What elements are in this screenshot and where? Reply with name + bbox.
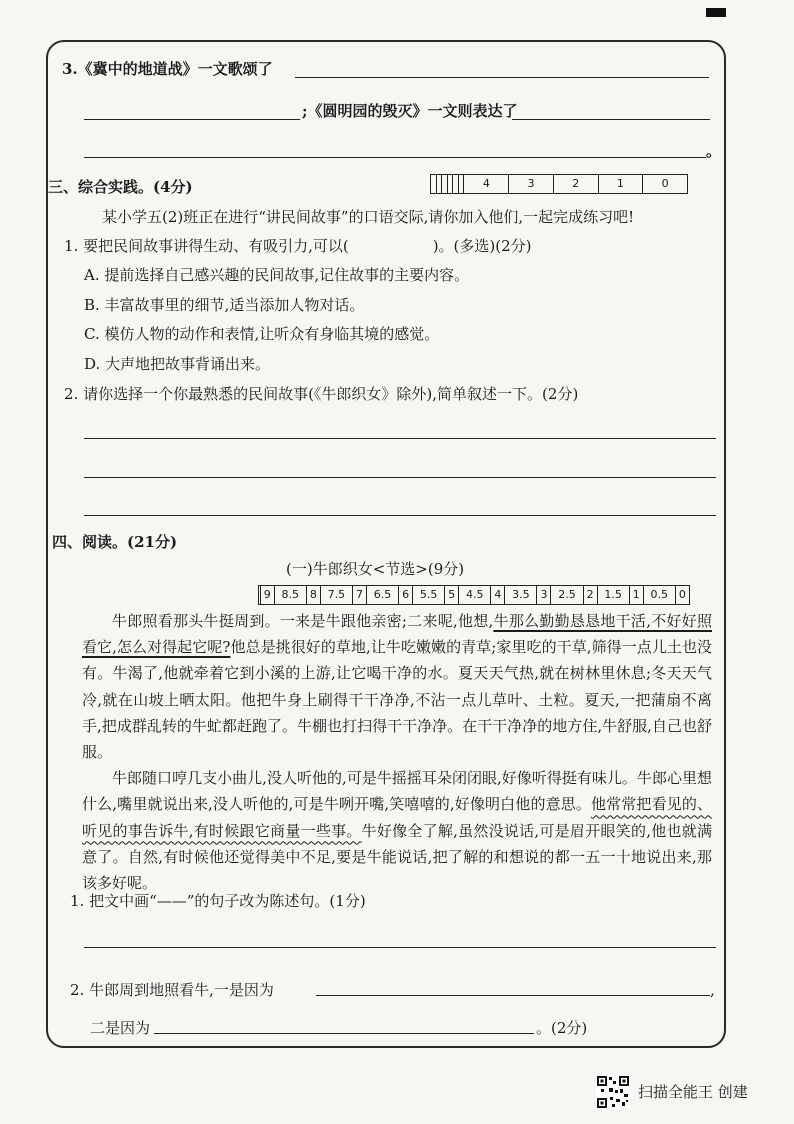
score-cell: 0: [675, 586, 689, 605]
score-cell: 0: [643, 175, 688, 194]
question-1: [64, 235, 532, 257]
reading-title: (一)牛郎织女<节选>(9分): [286, 560, 465, 578]
reading-question-2b: 二是因为: [90, 1019, 151, 1037]
score-cell: 6.5: [366, 586, 398, 605]
scanner-watermark: 扫描全能王 创建: [638, 1083, 748, 1101]
option-a: A. 提前选择自己感兴趣的民间故事,记住故事的主要内容。: [84, 266, 470, 284]
comma: ,: [710, 981, 715, 999]
text: 他总是挑很好的草地,让牛吃嫩嫩的青草;家里吃的干草,筛得一点儿土也没有。牛渴了,他就牵着它到小溪的上游,让它喝干净的水。夏天天气热,就在树林里休息;冬天天气冷,就在山坡上晒太阳。他把牛身上刷得干干净净,不沾一点儿草叶、土粒。夏天,一把蒲扇不离手,把成群乱转的牛虻都赶跑了。牛棚也打扫得干干净净。在干干净净的地方住,牛舒服,自己也舒服。: [82, 638, 713, 762]
reading-passage: [82, 608, 712, 896]
option-b: B. 丰富故事里的细节,适当添加人物对话。: [84, 296, 365, 314]
question-2: 2. 请你选择一个你最熟悉的民间故事(《牛郎织女》除外),简单叙述一下。(2分): [64, 385, 579, 403]
score-table: [430, 174, 688, 194]
corner-mark: [706, 8, 726, 17]
score-cell: 5.5: [413, 586, 445, 605]
score-cell: 3: [537, 586, 551, 605]
score-cell: 4.5: [459, 586, 491, 605]
score-cell: 1.5: [597, 586, 629, 605]
points: 。(2分): [536, 1019, 588, 1037]
intro-text: 某小学五(2)班正在进行“讲民间故事”的口语交际,请你加入他们,一起完成练习吧!: [102, 208, 635, 226]
score-cell: 2: [553, 175, 598, 194]
score-cell: 4: [491, 586, 505, 605]
score-cell: 1: [598, 175, 643, 194]
answer-line[interactable]: [316, 995, 710, 996]
q1-suffix: )。(多选)(2分): [432, 237, 532, 255]
score-cell: 8: [306, 586, 320, 605]
answer-line[interactable]: [295, 77, 709, 78]
q3-prompt-2: ;《圆明园的毁灭》一文则表达了: [302, 102, 518, 120]
score-cell: 7.5: [320, 586, 352, 605]
score-cell: 9: [260, 586, 274, 605]
text: 牛好像全了解,虽然没说话,可是眉开眼笑的,他也就满意了。自然,有时候他还觉得美中不足,要是牛能说话,把了解的和想说的都一五一十地说出来,那该多好呢。: [82, 821, 712, 893]
score-cell: 7: [352, 586, 366, 605]
period: 。: [706, 142, 722, 160]
reading-question-2: 2. 牛郎周到地照看牛,一是因为: [70, 981, 274, 999]
q3-prompt: 3.《冀中的地道战》一文歌颂了: [62, 60, 273, 78]
wavy-underlined-sentence: 他常常把看见的、听见的事告诉牛,有时候跟它商量一些事。: [82, 795, 712, 840]
answer-line[interactable]: [84, 438, 716, 439]
score-cell: 2: [583, 586, 597, 605]
section-heading-3: 三、综合实践。(4分): [48, 178, 193, 196]
underlined-sentence: 牛那么勤勤恳恳地干活,不好好照看它,怎么对得起它呢?: [82, 612, 713, 657]
answer-line[interactable]: [512, 119, 710, 120]
score-cell: 4: [464, 175, 509, 194]
paragraph-1: [82, 608, 712, 765]
paragraph-2: [82, 765, 712, 896]
option-d: D. 大声地把故事背诵出来。: [84, 355, 271, 373]
answer-line[interactable]: [84, 119, 300, 120]
score-cell: 8.5: [274, 586, 306, 605]
score-cell: 5: [445, 586, 459, 605]
answer-line[interactable]: [84, 477, 716, 478]
qr-code-icon: [596, 1075, 630, 1109]
reading-question-1: 1. 把文中画“——”的句子改为陈述句。(1分): [70, 892, 366, 910]
score-table: [258, 585, 690, 605]
section-heading-4: 四、阅读。(21分): [52, 533, 178, 551]
answer-line[interactable]: [84, 515, 716, 516]
score-cell: 2.5: [551, 586, 583, 605]
answer-line[interactable]: [154, 1033, 534, 1034]
text: 牛郎照看那头牛挺周到。一来是牛跟他亲密;二来呢,他想,: [112, 612, 494, 630]
text: 牛郎随口哼几支小曲儿,没人听他的,可是牛摇摇耳朵闭闭眼,好像听得挺有味儿。牛郎心里想什么,嘴里就说出来,没人听他的,可是牛咧开嘴,笑嘻嘻的,好像明白他的意思。: [82, 769, 712, 814]
score-cell: 3.5: [505, 586, 537, 605]
option-c: C. 模仿人物的动作和表情,让听众有身临其境的感觉。: [84, 325, 440, 343]
score-cell: 6: [399, 586, 413, 605]
score-cell: 0.5: [643, 586, 675, 605]
answer-line[interactable]: [84, 157, 706, 158]
answer-line[interactable]: [84, 947, 716, 948]
q1-prefix: 1. 要把民间故事讲得生动、有吸引力,可以(: [64, 237, 349, 255]
score-cell: 1: [629, 586, 643, 605]
score-cell: 3: [509, 175, 554, 194]
